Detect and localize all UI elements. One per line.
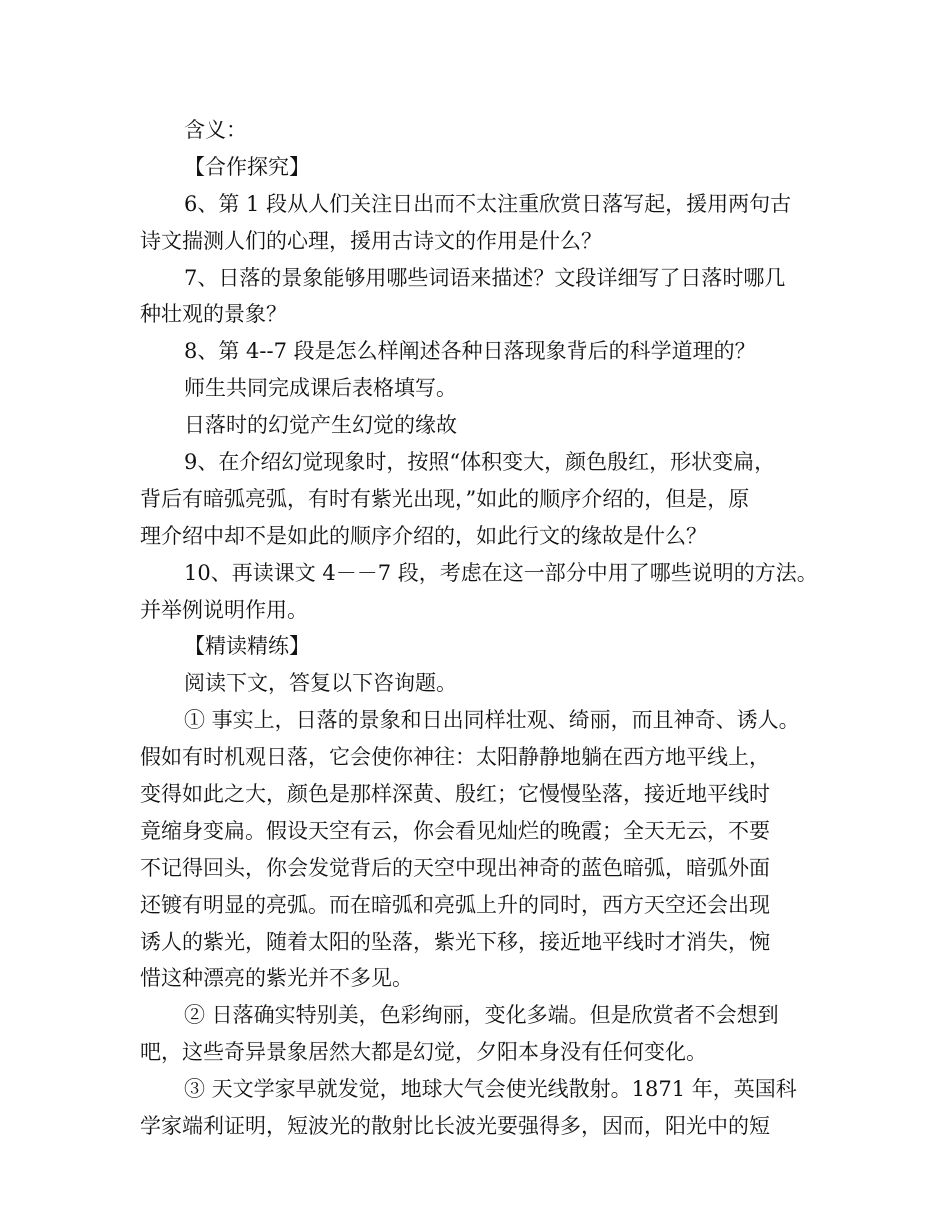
text-line: 7、日落的景象能够用哪些词语来描述？文段详细写了日落时哪几	[184, 265, 786, 290]
text-line: 10、再读课文 4－－7 段，考虑在这一部分中用了哪些说明的方法。	[184, 560, 818, 585]
paragraph-3-line: ③ 天文学家早就发觉，地球大气会使光线散射。1871 年，英国科	[184, 1077, 797, 1102]
text-line: 种壮观的景象？	[140, 302, 287, 327]
text-line: 诗文揣测人们的心理，援用古诗文的作用是什么？	[140, 228, 602, 253]
text-line: 理介绍中却不是如此的顺序介绍的，如此行文的缘故是什么？	[140, 523, 707, 548]
paragraph-1-line: 变得如此之大，颜色是那样深黄、殷红；它慢慢坠落，接近地平线时	[140, 782, 770, 807]
text-line: 日落时的幻觉产生幻觉的缘故	[184, 413, 457, 438]
text-line: 8、第 4--7 段是怎么样阐述各种日落现象背后的科学道理的？	[184, 339, 756, 364]
section-heading: 【精读精练】	[184, 634, 310, 659]
paragraph-1-line: ① 事实上，日落的景象和日出同样壮观、绮丽，而且神奇、诱人。	[184, 708, 800, 733]
paragraph-1-line: 还镀有明显的亮弧。而在暗弧和亮弧上升的同时，西方天空还会出现	[140, 892, 770, 917]
paragraph-2-line: 吧，这些奇异景象居然大都是幻觉，夕阳本身没有任何变化。	[140, 1040, 707, 1065]
text-line: 含义：	[184, 118, 247, 142]
document-page	[140, 112, 820, 1145]
text-line: 6、第 1 段从人们关注日出而不太注重欣赏日落写起，援用两句古	[184, 191, 792, 216]
section-heading: 【合作探究】	[184, 154, 310, 179]
paragraph-1-line: 假如有时机观日落，它会使你神往：太阳静静地躺在西方地平线上，	[140, 745, 770, 770]
text-line: 背后有暗弧亮弧，有时有紫光出现，”如此的顺序介绍的，但是，原	[140, 486, 750, 511]
text-line: 师生共同完成课后表格填写。	[184, 376, 457, 401]
paragraph-1-line: 惜这种漂亮的紫光并不多见。	[140, 966, 413, 991]
paragraph-1-line: 诱人的紫光，随着太阳的坠落，紫光下移，接近地平线时才消失，惋	[140, 929, 770, 954]
text-line: 阅读下文，答复以下咨询题。	[184, 671, 457, 696]
paragraph-3-line: 学家端利证明，短波光的散射比长波光要强得多，因而，阳光中的短	[140, 1114, 770, 1139]
paragraph-1-line: 不记得回头，你会发觉背后的天空中现出神奇的蓝色暗弧，暗弧外面	[140, 855, 770, 880]
paragraph-2-line: ② 日落确实特别美，色彩绚丽，变化多端。但是欣赏者不会想到	[184, 1003, 779, 1028]
paragraph-1-line: 竟缩身变扁。假设天空有云，你会看见灿烂的晚霞；全天无云，不要	[140, 818, 770, 843]
text-line: 9、在介绍幻觉现象时，按照“体积变大，颜色殷红，形状变扁，	[184, 450, 776, 475]
text-line: 并举例说明作用。	[140, 597, 308, 622]
